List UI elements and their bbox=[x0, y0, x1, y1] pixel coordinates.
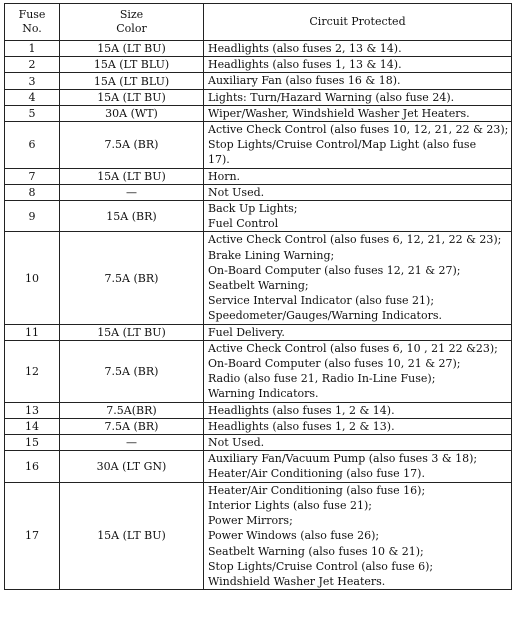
table-row bbox=[5, 482, 512, 589]
table-row bbox=[5, 201, 512, 232]
circuit-protected bbox=[204, 435, 512, 451]
table-row bbox=[5, 435, 512, 451]
circuit-line: Headlights (also fuses 1, 13 & 14). bbox=[208, 58, 402, 72]
circuit-line: Fuel Control bbox=[208, 217, 279, 231]
fuse-size-color: 15A (BR) bbox=[60, 201, 204, 232]
circuit-protected bbox=[204, 201, 512, 232]
fuse-number: 17 bbox=[5, 482, 60, 589]
circuit-protected bbox=[204, 184, 512, 200]
fuse-number: 10 bbox=[5, 232, 60, 324]
fuse-size-color: 15A (LT BU) bbox=[60, 168, 204, 184]
circuit-line: Heater/Air Conditioning (also fuse 17). bbox=[208, 467, 425, 481]
fuse-number: 12 bbox=[5, 340, 60, 402]
fuse-size-color: 15A (LT BU) bbox=[60, 41, 204, 57]
circuit-line: Windshield Washer Jet Heaters. bbox=[208, 574, 386, 588]
fuse-number: 15 bbox=[5, 435, 60, 451]
fuse-size-color: 30A (LT GN) bbox=[60, 451, 204, 482]
circuit-line: Not Used. bbox=[208, 185, 265, 199]
table-row bbox=[5, 451, 512, 482]
table-row bbox=[5, 41, 512, 57]
fuse-table bbox=[4, 3, 512, 590]
fuse-size-color: 7.5A (BR) bbox=[60, 340, 204, 402]
fuse-number: 4 bbox=[5, 89, 60, 105]
fuse-number: 3 bbox=[5, 73, 60, 89]
table-row bbox=[5, 105, 512, 121]
circuit-line: Fuel Delivery. bbox=[208, 325, 285, 339]
circuit-protected bbox=[204, 402, 512, 418]
table-row bbox=[5, 89, 512, 105]
fuse-number: 14 bbox=[5, 418, 60, 434]
circuit-protected bbox=[204, 105, 512, 121]
circuit-line: Heater/Air Conditioning (also fuse 16); bbox=[208, 483, 426, 497]
circuit-protected bbox=[204, 168, 512, 184]
fuse-number: 5 bbox=[5, 105, 60, 121]
table-row bbox=[5, 402, 512, 418]
circuit-line: Headlights (also fuses 1, 2 & 13). bbox=[208, 419, 395, 433]
circuit-protected bbox=[204, 89, 512, 105]
table-row bbox=[5, 73, 512, 89]
fuse-number: 9 bbox=[5, 201, 60, 232]
fuse-size-color: 15A (LT BLU) bbox=[60, 57, 204, 73]
circuit-line: Horn. bbox=[208, 169, 241, 183]
circuit-protected bbox=[204, 232, 512, 324]
circuit-line: Power Windows (also fuse 26); bbox=[208, 529, 380, 543]
fuse-size-color: 7.5A (BR) bbox=[60, 418, 204, 434]
header-size-color: Size Color bbox=[60, 4, 204, 41]
fuse-number: 8 bbox=[5, 184, 60, 200]
circuit-line: Headlights (also fuses 2, 13 & 14). bbox=[208, 42, 402, 55]
circuit-line: Radio (also fuse 21, Radio In-Line Fuse); bbox=[208, 372, 436, 386]
circuit-protected bbox=[204, 122, 512, 169]
fuse-size-color: 15A (LT BU) bbox=[60, 324, 204, 340]
circuit-protected bbox=[204, 482, 512, 589]
fuse-size-color: 7.5A(BR) bbox=[60, 402, 204, 418]
table-row bbox=[5, 324, 512, 340]
circuit-line: Not Used. bbox=[208, 436, 265, 450]
circuit-line: Lights: Turn/Hazard Warning (also fuse 24). bbox=[208, 90, 455, 104]
circuit-line: Seatbelt Warning (also fuses 10 & 21); bbox=[208, 544, 424, 558]
fuse-size-color: — bbox=[60, 184, 204, 200]
circuit-protected bbox=[204, 324, 512, 340]
header-circuit: Circuit Protected bbox=[204, 4, 512, 41]
circuit-line: Active Check Control (also fuses 6, 10 , 21 22 &23); bbox=[208, 341, 498, 355]
circuit-line: Stop Lights/Cruise Control/Map Light (also fuse bbox=[208, 138, 477, 152]
table-row bbox=[5, 168, 512, 184]
circuit-protected bbox=[204, 418, 512, 434]
table-row bbox=[5, 340, 512, 402]
fuse-size-color: 7.5A (BR) bbox=[60, 232, 204, 324]
header-fuse-no: Fuse No. bbox=[5, 4, 60, 41]
circuit-protected bbox=[204, 451, 512, 482]
fuse-number: 11 bbox=[5, 324, 60, 340]
circuit-line: Brake Lining Warning; bbox=[208, 248, 335, 262]
table-row bbox=[5, 184, 512, 200]
header-row bbox=[5, 4, 512, 41]
circuit-protected bbox=[204, 73, 512, 89]
circuit-line: Seatbelt Warning; bbox=[208, 279, 309, 293]
fuse-size-color: 30A (WT) bbox=[60, 105, 204, 121]
table-row bbox=[5, 418, 512, 434]
circuit-line: Speedometer/Gauges/Warning Indicators. bbox=[208, 309, 442, 323]
fuse-number: 2 bbox=[5, 57, 60, 73]
fuse-number: 16 bbox=[5, 451, 60, 482]
table-row bbox=[5, 232, 512, 324]
circuit-line: Active Check Control (also fuses 6, 12, 21, 22 & 23); bbox=[208, 233, 502, 247]
circuit-protected bbox=[204, 41, 512, 57]
circuit-line: Service Interval Indicator (also fuse 21); bbox=[208, 294, 435, 308]
circuit-line: Auxiliary Fan (also fuses 16 & 18). bbox=[208, 74, 401, 88]
fuse-size-color: 15A (LT BU) bbox=[60, 482, 204, 589]
table-row bbox=[5, 122, 512, 169]
fuse-size-color: 15A (LT BLU) bbox=[60, 73, 204, 89]
circuit-line: Interior Lights (also fuse 21); bbox=[208, 498, 372, 512]
fuse-table-body bbox=[5, 41, 512, 590]
fuse-number: 7 bbox=[5, 168, 60, 184]
fuse-number: 6 bbox=[5, 122, 60, 169]
circuit-line: Auxiliary Fan/Vacuum Pump (also fuses 3 & 18); bbox=[208, 452, 478, 466]
circuit-line: Stop Lights/Cruise Control (also fuse 6); bbox=[208, 559, 434, 573]
circuit-line: Headlights (also fuses 1, 2 & 14). bbox=[208, 403, 395, 417]
fuse-size-color: 15A (LT BU) bbox=[60, 89, 204, 105]
circuit-protected bbox=[204, 57, 512, 73]
fuse-number: 1 bbox=[5, 41, 60, 57]
circuit-line: Back Up Lights; bbox=[208, 202, 298, 216]
fuse-size-color: — bbox=[60, 435, 204, 451]
table-row bbox=[5, 57, 512, 73]
circuit-line: Active Check Control (also fuses 10, 12, 21, 22 & 23); bbox=[208, 123, 509, 137]
circuit-line: On-Board Computer (also fuses 12, 21 & 27); bbox=[208, 263, 461, 277]
fuse-size-color: 7.5A (BR) bbox=[60, 122, 204, 169]
circuit-line: 17). bbox=[208, 153, 230, 167]
circuit-line: Wiper/Washer, Windshield Washer Jet Heaters. bbox=[208, 106, 470, 120]
circuit-line: On-Board Computer (also fuses 10, 21 & 27); bbox=[208, 357, 461, 371]
circuit-protected bbox=[204, 340, 512, 402]
circuit-line: Warning Indicators. bbox=[208, 387, 319, 401]
circuit-line: Power Mirrors; bbox=[208, 514, 293, 528]
fuse-number: 13 bbox=[5, 402, 60, 418]
